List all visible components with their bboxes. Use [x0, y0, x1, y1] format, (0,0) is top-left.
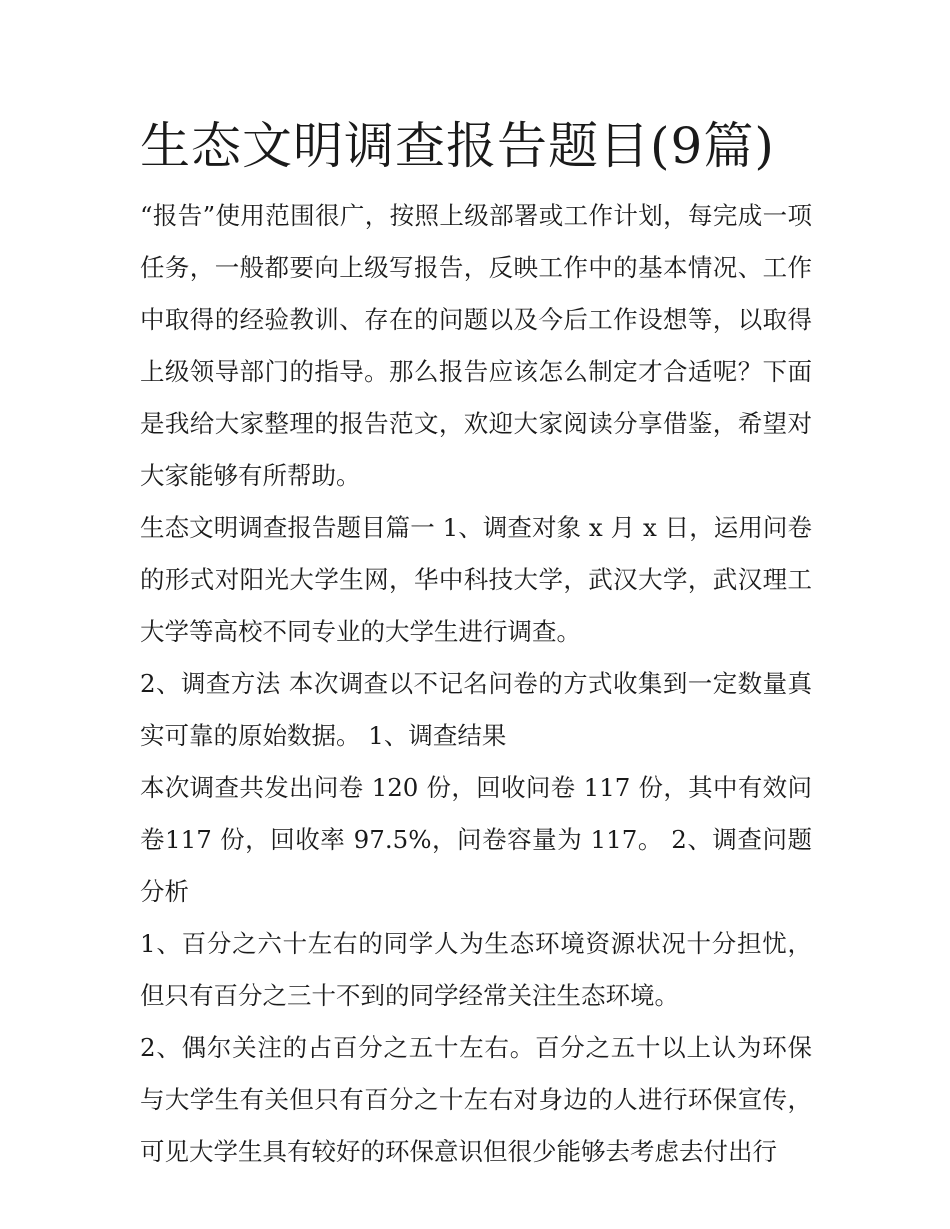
document-page: [140, 110, 812, 1178]
analysis-point-2: 2、偶尔关注的占百分之五十左右。百分之五十以上认为环保与大学生有关但只有百分之十左右对身边的人进行环保宣传，可见大学生具有较好的环保意识但很少能够去考虑去付出行: [140, 1033, 812, 1166]
section-survey-results: 本次调查共发出问卷 120 份，回收问卷 117 份，其中有效问卷117 份，回收率 97.5%，问卷容量为 117。 2、调查问题分析: [140, 773, 812, 906]
section-survey-method: 2、调查方法 本次调查以不记名问卷的方式收集到一定数量真实可靠的原始数据。 1、调查结果: [140, 669, 812, 750]
intro-paragraph: “报告”使用范围很广，按照上级部署或工作计划，每完成一项任务，一般都要向上级写报告，反映工作中的基本情况、工作中取得的经验教训、存在的问题以及今后工作设想等，以取得上级领导部门的指导。那么报告应该怎么制定才合适呢？下面是我给大家整理的报告范文，欢迎大家阅读分享借鉴，希望对大家能够有所帮助。: [140, 201, 812, 490]
document-title: 生态文明调查报告题目(9篇): [140, 117, 775, 175]
analysis-point-1: 1、百分之六十左右的同学人为生态环境资源状况十分担忧，但只有百分之三十不到的同学经常关注生态环境。: [140, 929, 812, 1010]
section-survey-target: 生态文明调查报告题目篇一 1、调查对象 x 月 x 日，运用问卷的形式对阳光大学生网，华中科技大学，武汉大学，武汉理工大学等高校不同专业的大学生进行调查。: [140, 513, 812, 646]
